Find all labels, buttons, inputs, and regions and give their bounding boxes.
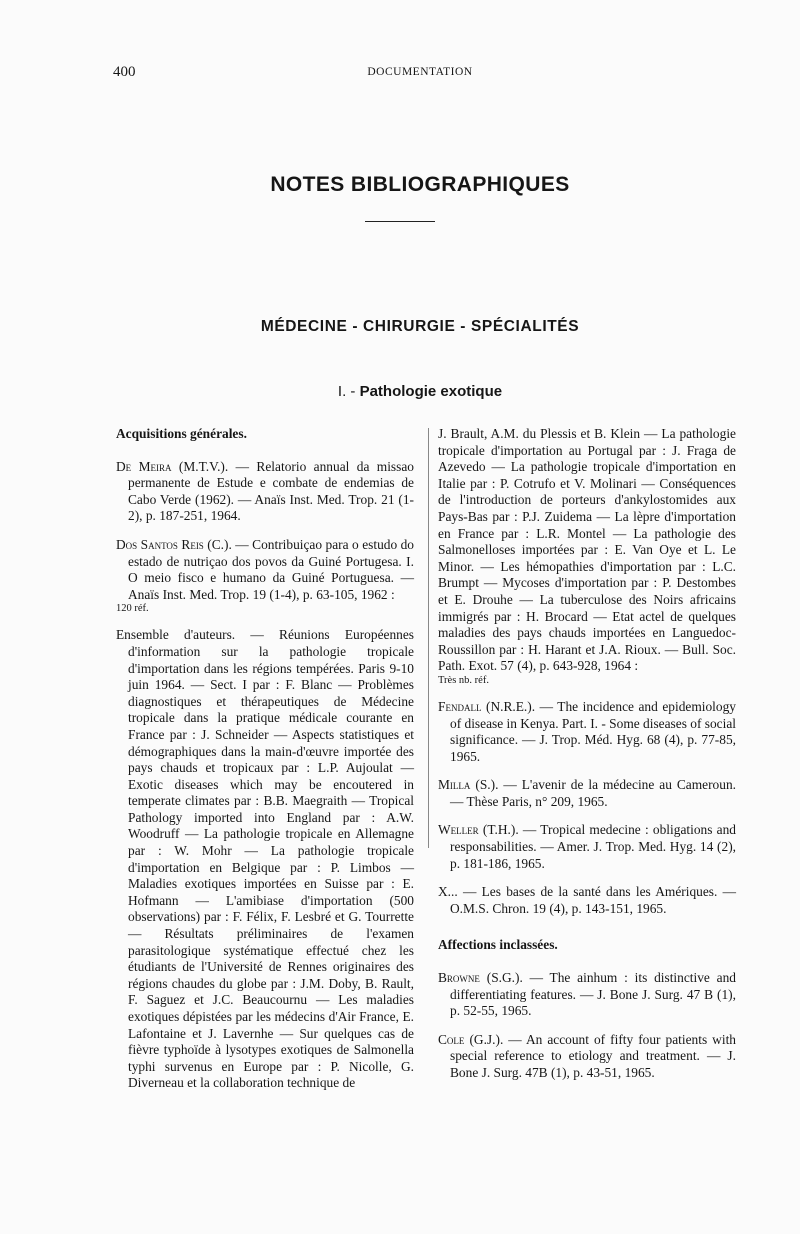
entry-author: Milla [438, 777, 471, 793]
bib-entry [438, 884, 736, 917]
entry-author: Fendall [438, 698, 482, 714]
left-heading: Acquisitions générales. [116, 426, 247, 441]
left-column [116, 426, 414, 1104]
right-column [438, 426, 736, 1094]
bib-entry [116, 537, 414, 615]
entry-text: (S.). — L'avenir de la médecine au Cameroun. — Thèse Paris, n° 209, 1965. [450, 777, 736, 809]
right-heading: Affections inclassées. [438, 937, 558, 953]
entry-text: (N.R.E.). — The incidence and epidemiology of disease in Kenya. Part. I. - Some diseases of social significance. — J. Trop. Méd. Hyg. 68 (4), p. 77-85, 1965. [450, 698, 736, 764]
running-header: DOCUMENTATION [367, 66, 473, 78]
entry-author: Dos Santos Reis [116, 536, 204, 552]
column-divider [428, 428, 429, 848]
bib-entry-continuation [438, 426, 736, 687]
entry-author: Cole [438, 1031, 465, 1047]
entry-text: (C.). — Contribuiçao para o estudo do estado de nutriçao dos povos da Guiné Portugesa. I. O meio fisco e humano da Guiné Portuguesa. — Anaïs Inst. Med. Trop. 19 (1-4), p. 63-105, 1962 : [128, 536, 415, 602]
entry-author: Browne [438, 970, 480, 986]
bib-entry [438, 970, 736, 1020]
bib-entry [438, 1032, 736, 1082]
entry-note: 120 réf. [116, 603, 149, 615]
subsection-title [0, 383, 800, 400]
title-rule [365, 221, 435, 222]
entry-text: — Réunions Européennes d'information sur la pathologie tropicale d'importation dans les régions tempérées. Paris 9-10 juin 1964. — Sect. I par : F. Blanc — Problèmes diagnostiques et thérapeutiques de Médecine tropicale dans la pratique médicale courante en France par : J. Schneider — Aspects statistiques et démographiques dans la main-d'œuvre importée des pays chauds et tropicaux par : L.P. Aujoulat — Exotic diseases which may be encoutered in temperate climates par : B.B. Maegraith — Tropical Pathology imported into England par : A.W. Woodruff — La pathologie tropicale en Allemagne par : W. Mohr — La pathologie tropicale d'importation en Belgique par : P. Limbos — Maladies exotiques importées en Suisse par : E. Hofmann — L'amibiase d'importation (500 observations) par : F. Félix, F. Lesbré et G. Tourrette — Résultats préliminaires de l'examen parasitologique systématique effectué chez les étudiants de l'Université de Rennes originaires des régions chaudes du globe par : J.M. Doby, B. Rault, F. Saguez et J.C. Beaucournu — Les maladies exotiques dépistées par les médecins d'Air France, E. Lafontaine et J. Lavernhe — Sur quelques cas de fièvre typhoïde à lysotypes exotiques de Salmonella typhi survenus en Europe par : P. Nicolle, G. Diverneau et la collaboration technique de [128, 627, 414, 1091]
entry-author: X... [438, 884, 458, 900]
subsection-label: Pathologie exotique [359, 383, 503, 400]
entry-text: (T.H.). — Tropical medecine : obligations and responsabilities. — Amer. J. Trop. Med. Hyg. 14 (2), p. 181-186, 1965. [450, 822, 736, 871]
entry-text: (S.G.). — The ainhum : its distinctive and differentiating features. — J. Bone J. Surg. 47 B (1), p. 52-55, 1965. [450, 970, 736, 1019]
entry-author: De Meira [116, 458, 172, 474]
section-title: MÉDECINE - CHIRURGIE - SPÉCIALITÉS [260, 318, 580, 335]
entry-text: — Les bases de la santé dans les Amériques. — O.M.S. Chron. 19 (4), p. 143-151, 1965. [450, 884, 736, 916]
subsection-number: I. - [337, 383, 356, 400]
page-title: NOTES BIBLIOGRAPHIQUES [270, 173, 570, 196]
bib-entry [438, 699, 736, 765]
entry-text: (G.J.). — An account of fifty four patients with special reference to etiology and treatment. — J. Bone J. Surg. 47B (1), p. 43-51, 1965. [450, 1031, 736, 1080]
entry-text: J. Brault, A.M. du Plessis et B. Klein — La pathologie tropicale d'importation au Portugal par : J. Fraga de Azevedo — La pathologie tropicale d'importation en Italie par : P. Cotrufo et V. Molinari — Conséquences de l'introduction de porteurs d'ankylostomides aux Pays-Bas par : P.J. Zuidema — La lèpre d'importation en France par : L.R. Montel — La pathologie des Salmonelloses importées par : E. Van Oye et L. Le Minor. — Les hémopathies d'importation par : L.C. Brumpt — Mycoses d'importation par : P. Destombes et E. Drouhe — La tuberculose des Noirs africains immigrés par : H. Brocard — Etat actel de quelques maladies des pays chauds importées en Languedoc-Roussillon par : H. Harant et J.A. Rioux. — Bull. Soc. Path. Exot. 57 (4), p. 643-928, 1964 : [438, 426, 736, 674]
bib-entry [116, 627, 414, 1092]
entry-text: (M.T.V.). — Relatorio annual da missao permanente de Estude e combate de endemias de Cabo Verde (1962). — Anaïs Inst. Med. Trop. 21 (1-2), p. 187-251, 1964. [128, 458, 414, 524]
bib-entry [116, 459, 414, 525]
page-number: 400 [113, 64, 136, 80]
entry-author: Weller [438, 822, 479, 838]
bib-entry [438, 777, 736, 810]
entry-author: Ensemble d'auteurs. [116, 627, 236, 643]
bib-entry [438, 822, 736, 872]
entry-note: Très nb. réf. [438, 674, 489, 686]
